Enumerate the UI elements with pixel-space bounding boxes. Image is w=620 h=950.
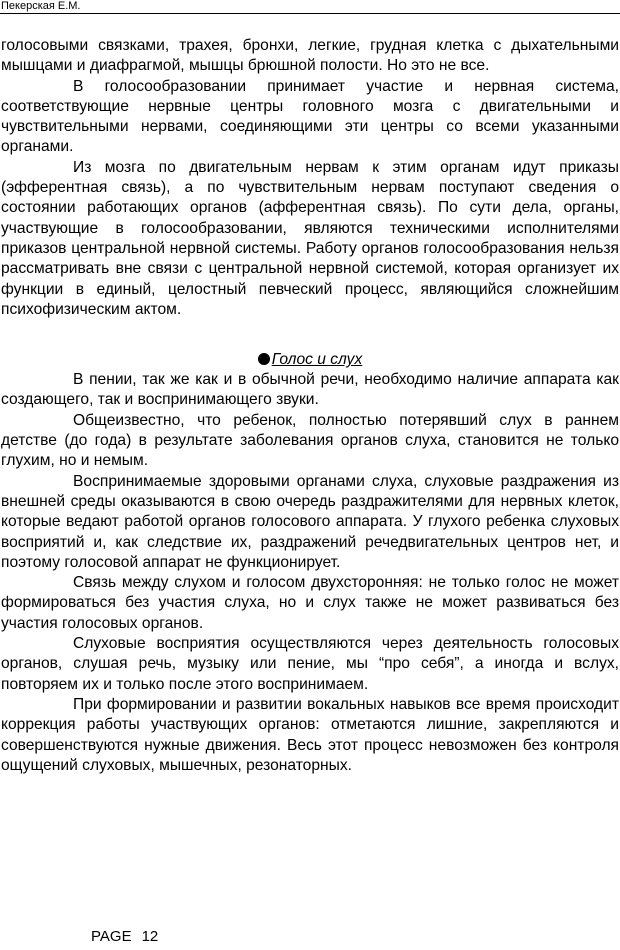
page-header	[0, 0, 620, 14]
paragraph: Связь между слухом и голосом двухсторонняя: не только голос не может формироваться без участия слуха, но и слух также не может развиваться без участия голосовых органов.	[1, 574, 619, 632]
section-heading	[1, 350, 619, 370]
paragraph: Из мозга по двигательным нервам к этим органам идут приказы (эфферентная связь), а по чувствительным нервам поступают сведения о состоянии работающих органов (афферентная связь). По сути дела, органы, участвующие в голосообразовании, являются техническими исполнителями приказов центральной нервной системы. Работу органов голосообразования нельзя рассматривать вне связи с центральной нервной системой, которая организует их функции в единый, целостный певческий процесс, являющийся сложнейшим психофизическим актом.	[1, 158, 619, 318]
paragraph: Общеизвестно, что ребенок, полностью потерявший слух в раннем детстве (до года) в результате заболевания органов слуха, становится не только глухим, но и немым.	[1, 411, 619, 470]
page-footer	[91, 928, 158, 946]
paragraph: При формировании и развитии вокальных навыков все время происходит коррекция работы участвующих органов: отметаются лишние, закрепляются и совершенствуются нужные движения. Весь этот процесс невозможен без контроля ощущений слуховых, мышечных, резонаторных.	[1, 695, 619, 774]
paragraph: Слуховые восприятия осуществляются через деятельность голосовых органов, слушая речь, музыку или пение, мы “про себя”, а иногда и вслух, повторяем их и только после этого воспринимаем.	[1, 635, 619, 693]
paragraph: Воспринимаемые здоровыми органами слуха, слуховые раздражения из внешней среды оказываются в свою очередь раздражителями для нервных клеток, которые ведают работой органов голосового аппарата. У глухого ребенка слуховых восприятий и, как следствие их, раздражений речедвигательных центров нет, и поэтому голосовой аппарат не функционирует.	[1, 472, 619, 571]
paragraphs-top	[1, 36, 619, 320]
paragraphs-bottom	[1, 370, 619, 776]
bullet-icon	[258, 353, 270, 365]
section-title: Голос и слух	[271, 351, 363, 369]
header-author: Пекерская Е.М.	[1, 0, 81, 12]
page-body	[1, 36, 619, 776]
page-number: 12	[141, 928, 159, 945]
paragraph: В голосообразовании принимает участие и нервная система, соответствующие нервные центры головного мозга с двигательными и чувствительными нервами, соединяющими эти центры со всеми указанными органами.	[1, 77, 619, 156]
paragraph: В пении, так же как и в обычной речи, необходимо наличие аппарата как создающего, так и воспринимающего звуки.	[1, 371, 619, 409]
paragraph: голосовыми связками, трахея, бронхи, легкие, грудная клетка с дыхательными мышцами и диафрагмой, мышцы брюшной полости. Но это не все.	[1, 37, 619, 75]
footer-label: PAGE	[91, 928, 132, 945]
